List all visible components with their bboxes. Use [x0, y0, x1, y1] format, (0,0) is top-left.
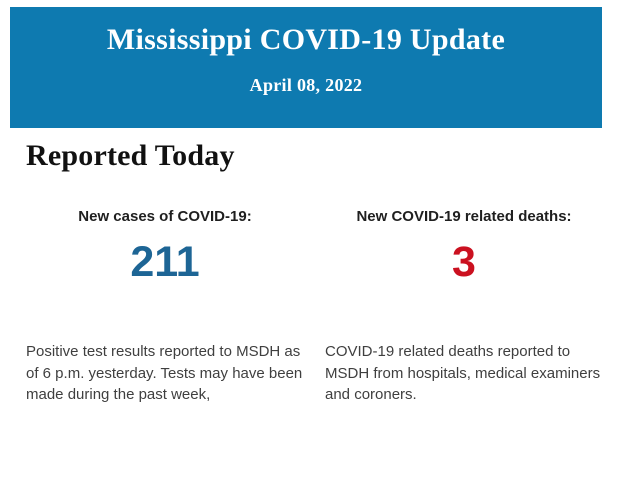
section-heading: Reported Today [26, 139, 235, 172]
new-deaths-label: New COVID-19 related deaths: [356, 208, 572, 225]
stat-new-cases [26, 208, 304, 406]
new-cases-value: 211 [130, 238, 200, 286]
header-date: April 08, 2022 [249, 75, 363, 95]
new-cases-description: Positive test results reported to MSDH as of 6 p.m. yesterday. Tests may have been made during the past week, [26, 343, 303, 403]
report-body [0, 128, 620, 406]
header-banner [10, 7, 602, 128]
new-cases-label: New cases of COVID-19: [78, 208, 252, 225]
new-deaths-description: COVID-19 related deaths reported to MSDH from hospitals, medical examiners and coroners. [325, 343, 601, 403]
stats-grid [26, 208, 620, 406]
page-title: Mississippi COVID-19 Update [106, 23, 506, 56]
stat-new-deaths [325, 208, 603, 406]
new-deaths-value: 3 [452, 238, 476, 286]
